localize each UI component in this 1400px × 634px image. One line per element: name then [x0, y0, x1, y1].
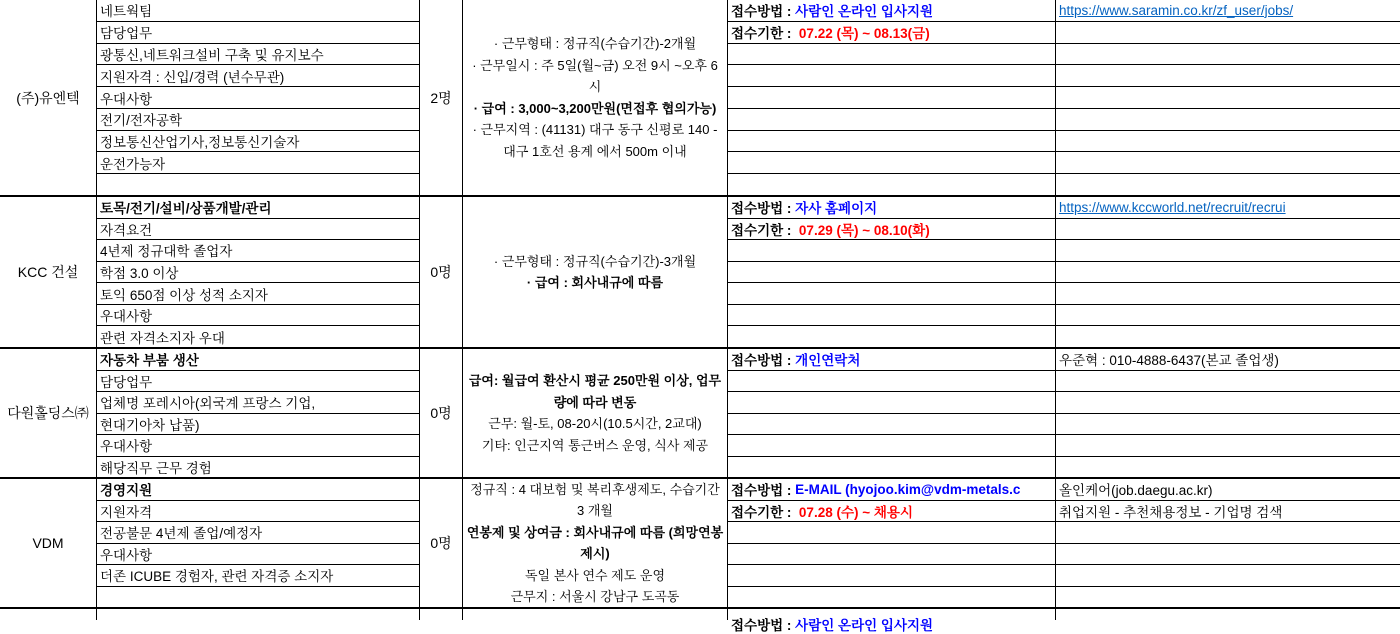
condition-line: 정규직 : 4 대보험 및 복리후생제도, 수습기간 3 개월: [470, 481, 720, 518]
text-segment: 접수방법 :: [731, 201, 796, 217]
apply-method-value: 개인연락처: [795, 353, 861, 369]
company-cell: [0, 609, 97, 620]
apply-cell: [728, 371, 1055, 393]
apply-cell: [728, 587, 1055, 608]
work-conditions-text: [494, 251, 696, 294]
headcount-value: 0명: [430, 535, 452, 551]
detail-cell: 토목/전기/설비/상품개발/관리: [97, 197, 419, 219]
apply-cell: [728, 565, 1055, 587]
work-conditions-text: [466, 370, 724, 456]
info-cell: [1056, 457, 1400, 478]
info-cell: [1056, 587, 1400, 608]
detail-cell: 현대기아차 납품): [97, 414, 419, 436]
apply-cell: [728, 240, 1055, 262]
apply-cell: [728, 44, 1055, 66]
detail-cell: 광통신,네트워크설비 구축 및 유지보수: [97, 44, 419, 66]
text-segment: 접수기한 :: [731, 222, 799, 238]
info-cell: [1056, 65, 1400, 87]
apply-column: [728, 0, 1056, 195]
apply-method-value: 사람인 온라인 입사지원: [795, 618, 934, 633]
info-cell: [1056, 131, 1400, 153]
headcount-cell: [420, 609, 463, 620]
info-cell: [1056, 544, 1400, 566]
info-cell: [1056, 522, 1400, 544]
info-cell: [1056, 349, 1400, 371]
apply-column: [728, 479, 1056, 607]
info-cell: [1056, 392, 1400, 414]
detail-cell: 토익 650점 이상 성적 소지자: [97, 283, 419, 305]
apply-cell: [728, 392, 1055, 414]
detail-cell: 업체명 포레시아(외국계 프랑스 기업,: [97, 392, 419, 414]
apply-cell: [728, 501, 1055, 523]
condition-line: 연봉제 및 상여금 : 회사내규에 따름 (희망연봉제시): [466, 524, 724, 561]
headcount-cell: [420, 0, 463, 195]
apply-column: [728, 349, 1056, 477]
detail-cell: [97, 174, 419, 195]
detail-cell: 경영지원: [97, 479, 419, 501]
work-conditions-cell: [463, 0, 728, 195]
info-cell: [1056, 435, 1400, 457]
company-cell: [0, 349, 97, 477]
apply-cell: [728, 305, 1055, 327]
info-cell: [1056, 219, 1400, 241]
apply-cell: [728, 457, 1055, 478]
apply-cell: [728, 65, 1055, 87]
details-column: [97, 197, 420, 347]
apply-method-value: E-MAIL (hyojoo.kim@vdm-metals.c: [795, 481, 1021, 497]
apply-cell: [728, 0, 1055, 22]
apply-cell: [728, 609, 1055, 633]
headcount-value: 0명: [430, 264, 452, 280]
info-cell: [1056, 197, 1400, 219]
info-cell: [1056, 22, 1400, 44]
details-column: [97, 349, 420, 477]
text-segment: 접수방법 :: [731, 618, 796, 633]
detail-cell: 정보통신산업기사,정보통신기술자: [97, 131, 419, 153]
work-conditions-text: [466, 33, 724, 162]
detail-cell: 지원자격: [97, 501, 419, 523]
detail-cell: 학점 3.0 이상: [97, 262, 419, 284]
info-cell: [1056, 501, 1400, 523]
text-segment: 우준혁 : 010-4888-6437(본교 졸업생): [1059, 353, 1279, 369]
company-cell: [0, 0, 97, 195]
info-cell: [1056, 0, 1400, 22]
hyperlink[interactable]: https://www.saramin.co.kr/zf_user/jobs/: [1059, 2, 1294, 18]
details-column: [97, 609, 420, 620]
info-cell: [1056, 109, 1400, 131]
headcount-cell: [420, 479, 463, 607]
work-conditions-cell: [463, 479, 728, 607]
details-column: [97, 479, 420, 607]
detail-cell: 우대사항: [97, 305, 419, 327]
company-name: VDM: [32, 535, 64, 551]
company-block: [0, 0, 1400, 195]
info-cell: [1056, 262, 1400, 284]
detail-cell: [97, 609, 419, 620]
info-column: [1056, 609, 1400, 620]
work-conditions-cell: [463, 197, 728, 347]
apply-method-value: 자사 홈페이지: [795, 201, 878, 217]
detail-cell: [97, 587, 419, 608]
detail-cell: 지원자격 : 신입/경력 (년수무관): [97, 65, 419, 87]
info-cell: [1056, 414, 1400, 436]
detail-cell: 전기/전자공학: [97, 109, 419, 131]
info-column: [1056, 349, 1400, 477]
hyperlink[interactable]: https://www.kccworld.net/recruit/recrui: [1059, 199, 1286, 215]
apply-cell: [728, 326, 1055, 347]
condition-line: · 근무형태 : 정규직(수습기간)-2개월: [493, 36, 697, 51]
detail-cell: 우대사항: [97, 544, 419, 566]
deadline-value: 07.29 (목) ~ 08.10(화): [798, 222, 930, 238]
apply-cell: [728, 87, 1055, 109]
text-segment: 접수방법 :: [731, 4, 796, 20]
apply-cell: [728, 197, 1055, 219]
text-segment: 올인케어(job.daegu.ac.kr): [1059, 483, 1213, 499]
apply-column: [728, 609, 1056, 633]
text-segment: 접수기한 :: [731, 504, 799, 520]
info-cell: [1056, 44, 1400, 66]
info-cell: [1056, 326, 1400, 347]
apply-cell: [728, 283, 1055, 305]
condition-line: 근무: 월-토, 08-20시(10.5시간, 2교대): [488, 416, 702, 431]
info-cell: [1056, 240, 1400, 262]
company-cell: [0, 197, 97, 347]
condition-line: 기타: 인근지역 통근버스 운영, 식사 제공: [481, 437, 709, 453]
info-cell: [1056, 87, 1400, 109]
details-column: [97, 0, 420, 195]
detail-cell: 우대사항: [97, 435, 419, 457]
info-cell: [1056, 174, 1400, 195]
headcount-value: 0명: [430, 405, 452, 421]
headcount-cell: [420, 197, 463, 347]
apply-cell: [728, 109, 1055, 131]
detail-cell: 전공불문 4년제 졸업/예정자: [97, 522, 419, 544]
company-name: KCC 건설: [17, 264, 79, 280]
headcount-cell: [420, 349, 463, 477]
detail-cell: 해당직무 근무 경험: [100, 460, 212, 476]
deadline-value: 07.22 (목) ~ 08.13(금): [798, 26, 930, 42]
text-segment: 접수기한 :: [731, 26, 799, 42]
info-cell: [1056, 152, 1400, 174]
company-name: 다원홀딩스㈜: [7, 405, 89, 421]
text-segment: 접수방법 :: [731, 483, 796, 499]
info-cell: [1056, 609, 1400, 620]
condition-line: · 근무일시 : 주 5일(월~금) 오전 9시 ~오후 6시: [472, 57, 718, 94]
deadline-value: 07.28 (수) ~ 채용시: [798, 504, 913, 520]
info-column: [1056, 0, 1400, 195]
info-cell: [1056, 565, 1400, 587]
work-conditions-text: [466, 479, 724, 608]
detail-cell: 담당업무: [97, 371, 419, 393]
text-segment: 취업지원 - 추천채용정보 - 기업명 검색: [1059, 504, 1283, 520]
detail-cell: 운전가능자: [97, 152, 419, 174]
apply-cell: [728, 479, 1055, 501]
condition-line: · 급여 : 회사내규에 따름: [526, 275, 664, 290]
detail-cell: 자격요건: [97, 219, 419, 241]
condition-line: · 근무형태 : 정규직(수습기간)-3개월: [493, 253, 697, 269]
apply-cell: [728, 414, 1055, 436]
work-conditions-cell: [463, 349, 728, 477]
apply-cell: [728, 435, 1055, 457]
info-cell: [1056, 283, 1400, 305]
company-name: (주)유엔텍: [16, 89, 80, 106]
condition-line: · 급여 : 3,000~3,200만원(면접후 협의가능): [473, 100, 717, 116]
headcount-value: 2명: [430, 89, 452, 106]
detail-cell: 더존 ICUBE 경험자, 관련 자격증 소지자: [97, 565, 419, 587]
company-cell: [0, 479, 97, 607]
apply-cell: [728, 522, 1055, 544]
company-block: [0, 607, 1400, 633]
condition-line: · 근무지역 : (41131) 대구 동구 신평로 140 - 대구 1호선 용계 에서 500m 이내: [472, 122, 718, 159]
company-block: [0, 347, 1400, 477]
info-cell: [1056, 305, 1400, 327]
detail-cell: 담당업무: [97, 22, 419, 44]
apply-column: [728, 197, 1056, 347]
apply-cell: [728, 219, 1055, 241]
apply-cell: [728, 152, 1055, 174]
apply-cell: [728, 262, 1055, 284]
work-conditions-cell: [463, 609, 728, 620]
detail-cell: 네트웍팀: [97, 0, 419, 22]
info-cell: [1056, 479, 1400, 501]
apply-cell: [728, 349, 1055, 371]
company-block: [0, 477, 1400, 607]
apply-cell: [728, 174, 1055, 195]
detail-cell: 자동차 부붐 생산: [97, 349, 419, 371]
detail-cell: 관련 자격소지자 우대: [100, 330, 225, 346]
apply-cell: [728, 22, 1055, 44]
info-cell: [1056, 371, 1400, 393]
condition-line: 독일 본사 연수 제도 운영: [524, 567, 666, 583]
condition-line: 급여: 월급여 환산시 평균 250만원 이상, 업무량에 따라 변동: [468, 373, 722, 410]
apply-method-value: 사람인 온라인 입사지원: [795, 4, 934, 20]
info-column: [1056, 479, 1400, 607]
apply-cell: [728, 544, 1055, 566]
company-block: [0, 195, 1400, 347]
detail-cell: 우대사항: [97, 87, 419, 109]
detail-cell: 4년제 정규대학 졸업자: [97, 240, 419, 262]
text-segment: 접수방법 :: [731, 353, 796, 369]
apply-cell: [728, 131, 1055, 153]
info-column: [1056, 197, 1400, 347]
condition-line: 근무지 : 서울시 강남구 도곡동: [510, 589, 680, 604]
